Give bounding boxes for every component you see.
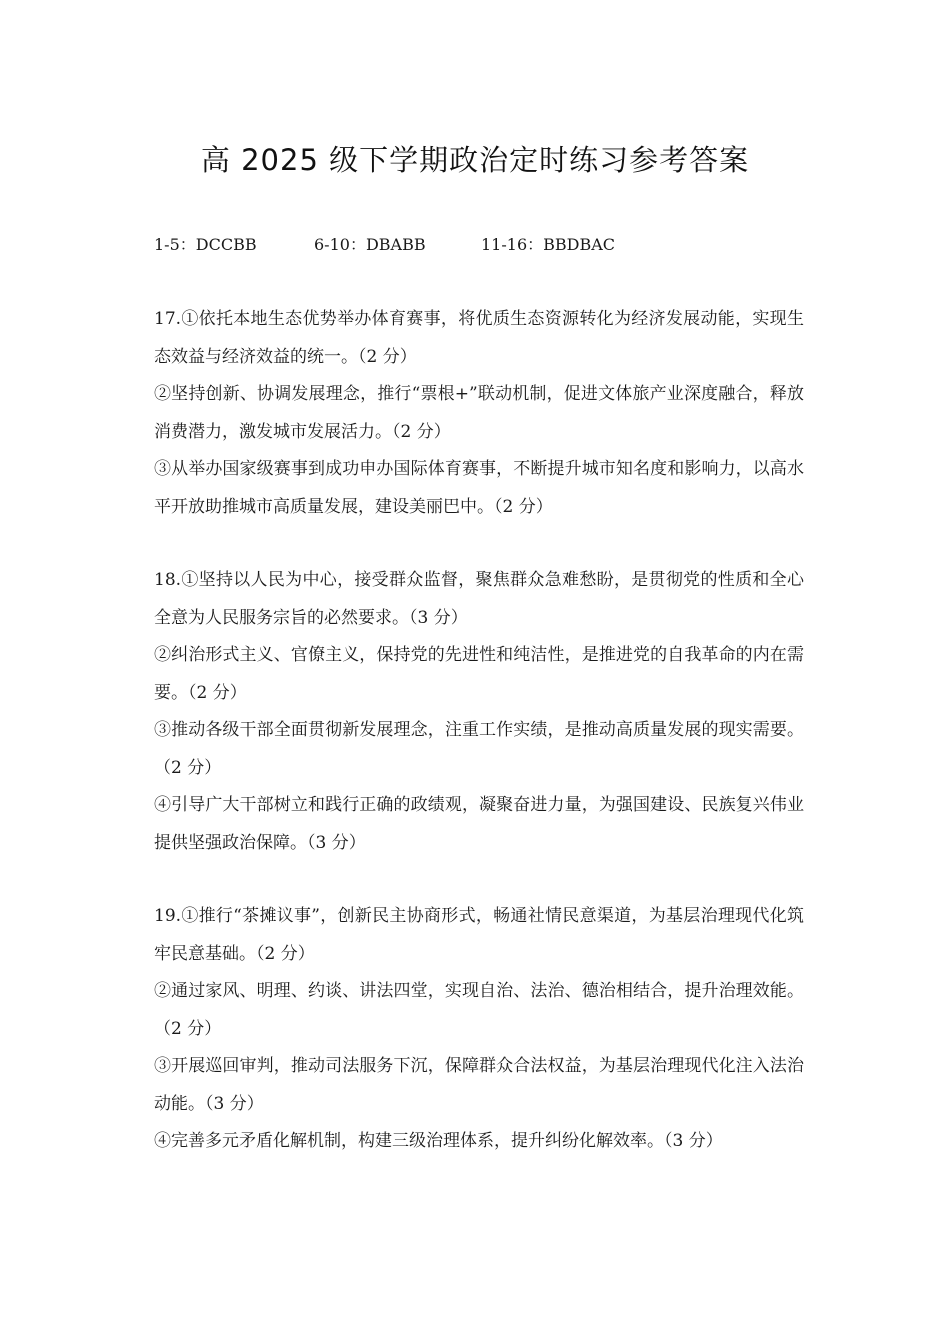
answer-point: ②坚持创新、协调发展理念，推行“票根+”联动机制，促进文体旅产业深度融合，释放消费潜力，激发城市发展活力。（2 分）: [154, 384, 804, 442]
answer-point: 19.①推行“茶摊议事”，创新民主协商形式，畅通社情民意渠道，为基层治理现代化筑牢民意基础。（2 分）: [154, 906, 804, 964]
answer-point: 18.①坚持以人民为中心，接受群众监督，聚焦群众急难愁盼，是贯彻党的性质和全心全意为人民服务宗旨的必然要求。（3 分）: [154, 570, 804, 628]
answer-point: ②通过家风、明理、约谈、讲法四堂，实现自治、法治、德治相结合，提升治理效能。（2 分）: [154, 981, 804, 1039]
question-17-answer: [154, 301, 804, 526]
answer-point: ③从举办国家级赛事到成功申办国际体育赛事，不断提升城市知名度和影响力，以高水平开放助推城市高质量发展，建设美丽巴中。（2 分）: [154, 459, 804, 517]
answer-point: ③开展巡回审判，推动司法服务下沉，保障群众合法权益，为基层治理现代化注入法治动能。（3 分）: [154, 1056, 804, 1114]
question-18-answer: [154, 562, 804, 862]
answer-point: 17.①依托本地生态优势举办体育赛事，将优质生态资源转化为经济发展动能，实现生态效益与经济效益的统一。（2 分）: [154, 309, 804, 367]
answer-point: ②纠治形式主义、官僚主义，保持党的先进性和纯洁性，是推进党的自我革命的内在需要。（2 分）: [154, 645, 804, 703]
choice-answers-1-5: 1-5：DCCBB: [154, 235, 257, 254]
choice-answers-11-16: 11-16：BBDBAC: [481, 235, 616, 254]
answer-point: ④引导广大干部树立和践行正确的政绩观，凝聚奋进力量，为强国建设、民族复兴伟业提供坚强政治保障。（3 分）: [154, 795, 804, 853]
choice-answers-line: [154, 232, 615, 255]
answer-point: ③推动各级干部全面贯彻新发展理念，注重工作实绩，是推动高质量发展的现实需要。（2 分）: [154, 720, 804, 778]
question-19-answer: [154, 898, 804, 1161]
choice-answers-6-10: 6-10：DBABB: [314, 235, 426, 254]
answer-point: ④完善多元矛盾化解机制，构建三级治理体系，提升纠纷化解效率。（3 分）: [154, 1131, 723, 1151]
page-title: 高 2025 级下学期政治定时练习参考答案: [200, 143, 750, 177]
